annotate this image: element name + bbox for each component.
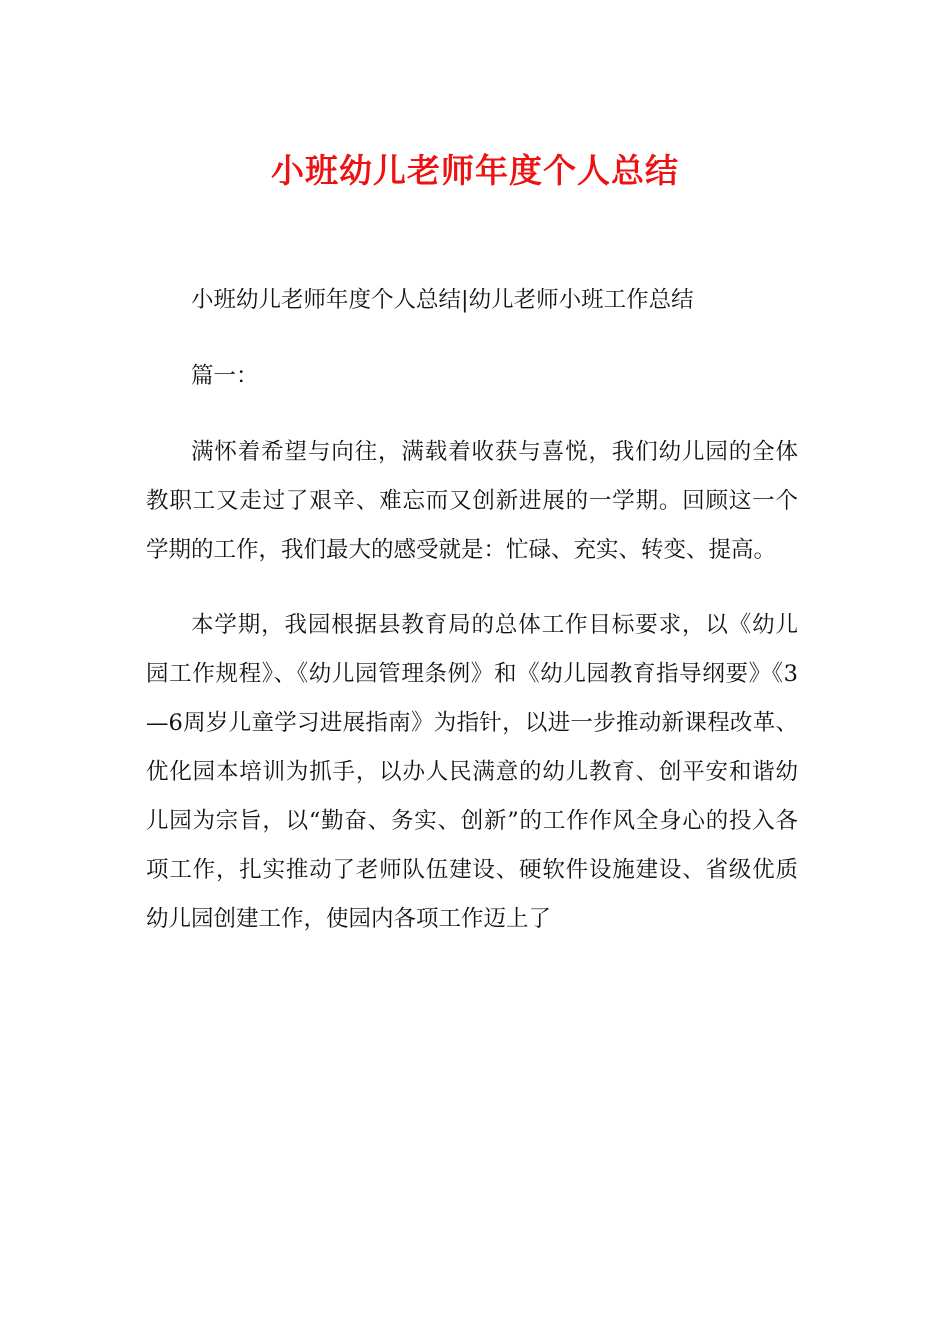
body-paragraph-1: 满怀着希望与向往，满载着收获与喜悦，我们幼儿园的全体教职工又走过了艰辛、难忘而又创新进展的一学期。回顾这一个学期的工作，我们最大的感受就是：忙碌、充实、转变、提高。 — [146, 439, 798, 563]
section-label: 篇一： — [191, 363, 259, 389]
document-title: 小班幼儿老师年度个人总结 — [271, 151, 679, 190]
body-paragraph-2: 本学期，我园根据县教育局的总体工作目标要求，以《幼儿园工作规程》、《幼儿园管理条例》和《幼儿园教育指导纲要》《3—6周岁儿童学习进展指南》为指针，以进一步推动新课程改革、优化园本培训为抓手，以办人民满意的幼儿教育、创平安和谐幼儿园为宗旨，以“勤奋、务实、创新”的工作作风全身心的投入各项工作，扎实推动了老师队伍建设、硬软件设施建设、省级优质幼儿园创建工作，使园内各项工作迈上了 — [146, 612, 798, 932]
document-subtitle: 小班幼儿老师年度个人总结|幼儿老师小班工作总结 — [191, 287, 694, 313]
document-body — [146, 276, 798, 970]
